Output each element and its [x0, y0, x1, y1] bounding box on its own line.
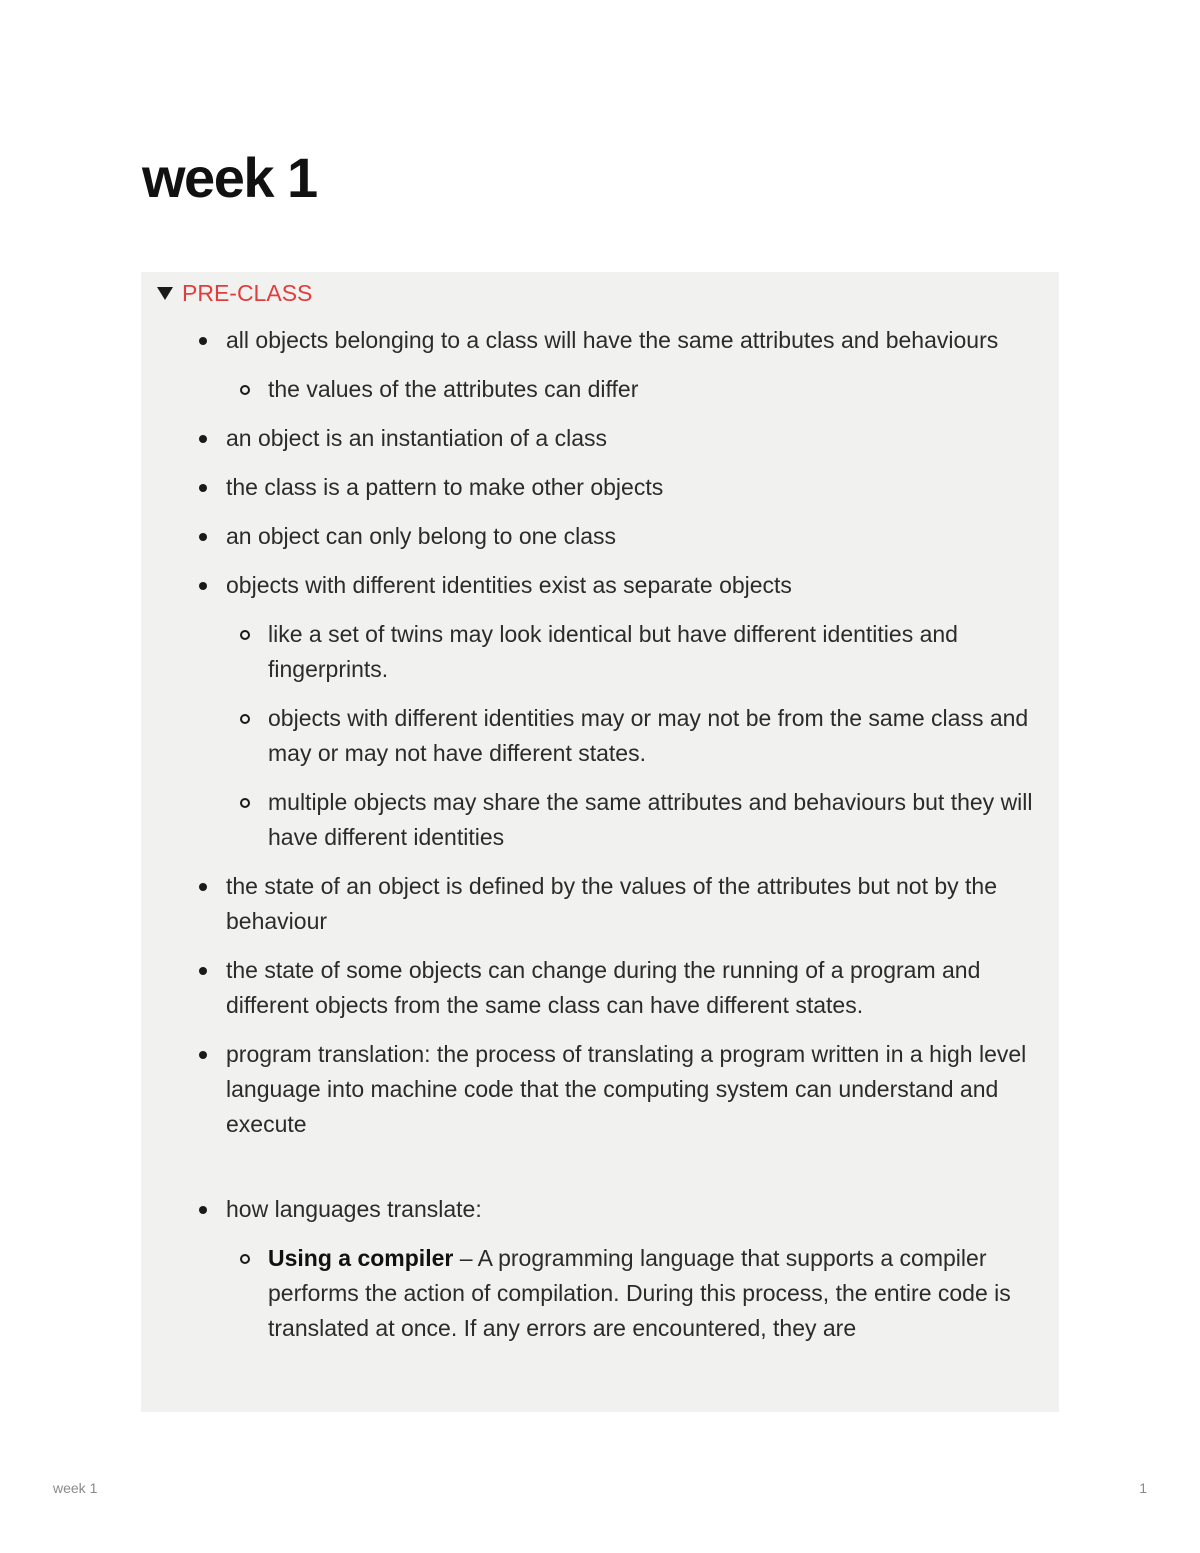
triangle-down-icon[interactable] [157, 287, 173, 300]
nested-list-item-text: the values of the attributes can differ [268, 376, 639, 402]
bullet-list [226, 323, 1059, 1360]
list-item-text: all objects belonging to a class will have the same attributes and behaviours [226, 327, 999, 353]
list-item [226, 323, 1059, 407]
list-item-text: objects with different identities exist as separate objects [226, 572, 792, 598]
bullet-icon [199, 582, 207, 590]
bullet-icon [199, 1206, 207, 1214]
toggle-label: PRE-CLASS [182, 280, 313, 306]
toggle-block-pre-class [141, 272, 1059, 1412]
bullet-icon [199, 533, 207, 541]
list-item-text: the state of an object is defined by the values of the attributes but not by the behaviour [226, 873, 998, 934]
list-item-text: how languages translate: [226, 1196, 482, 1222]
compiler-description: – A programming language that supports a compiler performs the action of compilation. During this process, the entire code is translated at once. If any errors are encountered, they are [268, 1245, 1011, 1341]
list-item [226, 1037, 1059, 1142]
bullet-icon [199, 435, 207, 443]
hollow-bullet-icon [240, 1254, 250, 1264]
list-item [226, 470, 1059, 505]
footer-page-number: 1 [1139, 1480, 1147, 1496]
list-item-text: program translation: the process of translating a program written in a high level language into machine code that the computing system can understand and execute [226, 1041, 1027, 1137]
nested-list [268, 372, 1059, 407]
list-item [226, 519, 1059, 554]
list-item [226, 953, 1059, 1023]
bullet-icon [199, 883, 207, 891]
hollow-bullet-icon [240, 714, 250, 724]
nested-list [268, 1241, 1059, 1346]
hollow-bullet-icon [240, 798, 250, 808]
footer-page-name: week 1 [53, 1480, 98, 1496]
nested-list [268, 617, 1059, 855]
list-item-text: the state of some objects can change during the running of a program and different objects from the same class can have different states. [226, 957, 981, 1018]
bullet-icon [199, 1051, 207, 1059]
list-item [226, 869, 1059, 939]
list-item-text: the class is a pattern to make other objects [226, 474, 664, 500]
nested-list-item [268, 372, 1059, 407]
hollow-bullet-icon [240, 385, 250, 395]
list-item-text: an object is an instantiation of a class [226, 425, 608, 451]
nested-list-item [268, 1241, 1059, 1346]
hollow-bullet-icon [240, 630, 250, 640]
nested-list-item-text: objects with different identities may or may not be from the same class and may or may not have different states. [268, 705, 1029, 766]
list-item [226, 568, 1059, 855]
bullet-icon [199, 337, 207, 345]
list-item [226, 421, 1059, 456]
bullet-icon [199, 484, 207, 492]
nested-list-item-text: like a set of twins may look identical but have different identities and fingerprints. [268, 621, 958, 682]
nested-list-item [268, 785, 1059, 855]
list-item [226, 1192, 1059, 1346]
toggle-header[interactable] [157, 278, 312, 308]
list-item-text: an object can only belong to one class [226, 523, 616, 549]
nested-list-item-text: multiple objects may share the same attributes and behaviours but they will have different identities [268, 789, 1033, 850]
bullet-icon [199, 967, 207, 975]
page-title: week 1 [142, 146, 317, 209]
nested-list-item [268, 701, 1059, 771]
compiler-term: Using a compiler [268, 1245, 454, 1271]
nested-list-item [268, 617, 1059, 687]
